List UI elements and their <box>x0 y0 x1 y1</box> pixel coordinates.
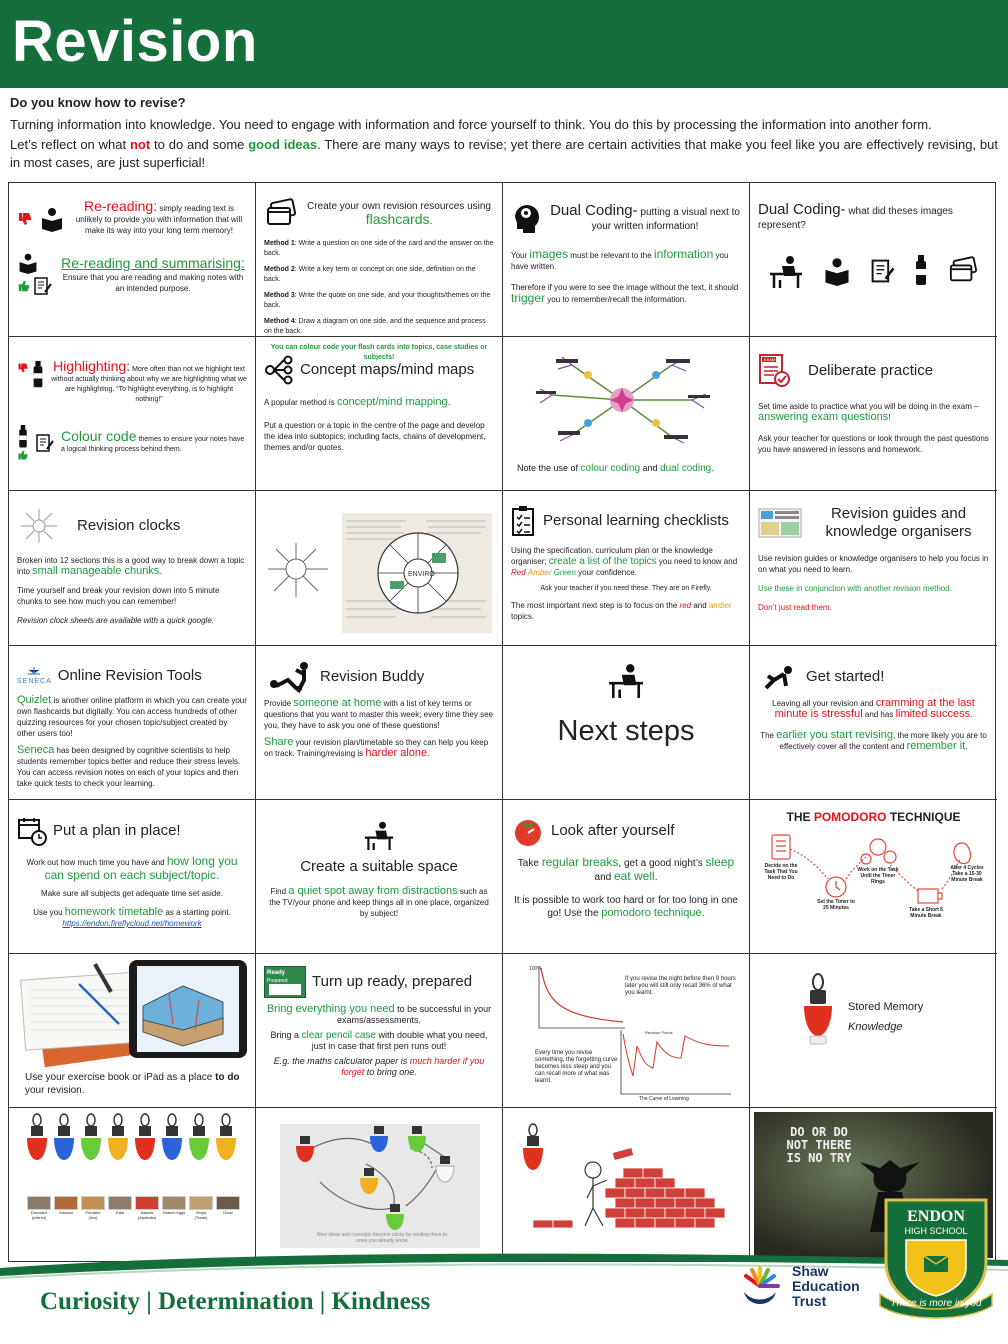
clocks-p2: Time yourself and break your revision down into 5 minute chunks to see how much you can remember! <box>17 586 220 607</box>
started-title: Get started! <box>806 667 885 685</box>
buddy-p2: Share your revision plan/timetable so they can help you keep on track. Training/revising is harder alone. <box>264 735 489 759</box>
mindmap-caption: Note the use of colour coding and dual coding. <box>517 463 714 475</box>
intro-question: Do you know how to revise? <box>10 95 186 110</box>
sun-clock-icon <box>17 507 61 545</box>
next-steps-title: Next steps <box>557 714 695 747</box>
cell-stored-memory <box>750 954 997 1108</box>
cell-concept-maps <box>256 337 503 491</box>
guides-p3: Don’t just read them. <box>758 603 832 613</box>
desk-study-icon <box>362 820 396 850</box>
mindmap-image <box>512 345 740 455</box>
started-p2: The earlier you start revising, the more likely you are to effectively cover all the content and remember it. <box>760 728 987 752</box>
svg-text:100%: 100% <box>529 965 542 972</box>
knowledge-organiser-icon <box>758 508 802 538</box>
cell-mindmap-example <box>503 337 750 491</box>
highlighter-icon <box>17 425 29 449</box>
summarising-text: Re-reading and summarising: Ensure that you are reading and making notes with an intended purpose. <box>61 254 245 293</box>
pomodoro-title: THE POMODORO TECHNIQUE <box>786 809 961 824</box>
flashcard-methods: Method 1: Write a question on one side of the card and the answer on the back. Method 2: Write a key term or concept on one side, definition on the back. Method 3: Write the quote on one side, and your thoughts/themes on the back. Method 4: Draw a diagram on one side, and the sequence and process on the back. You can colour code your flash cards into topics, case studies or subjects! <box>264 240 494 361</box>
checklists-p1: Using the specification, curriculum plan or the knowledge organiser; create a list of the topics you need to know and Red Amber Green your confidence. <box>511 546 738 578</box>
highlighting-text: Highlighting: More often than not we highlight text without actually thinking about why we are highlighting what we are highlighting. “To highlight everything, is to highlight nothing!” <box>51 358 247 404</box>
thumbs-up-icon <box>17 449 29 461</box>
space-title: Create a suitable space <box>300 857 458 875</box>
pomodoro-step-2: Set the Timer to 25 Minutes <box>817 898 855 911</box>
cell-plan <box>9 800 256 954</box>
notes-pen-icon <box>33 276 53 296</box>
bulb-card: Islands (Australia) <box>135 1196 159 1220</box>
deliberate-p2: Ask your teacher for questions or look through the past questions you have answered in lessons and homework. <box>758 434 989 455</box>
plan-p3: Use you homework timetable as a starting point. <box>33 905 231 918</box>
bulb-card: Ostrich eggs <box>162 1196 186 1220</box>
bulb-card: Volcano <box>54 1196 78 1220</box>
guides-p1: Use revision guides or knowledge organisers to help you focus in on what you need to learn. <box>758 554 989 575</box>
coloured-bulbs-image <box>13 1112 251 1182</box>
checklists-p2: Ask your teacher if you need these. They are on Firefly. <box>540 585 712 593</box>
deliberate-title: Deliberate practice <box>808 362 934 380</box>
bulb-card: Rats <box>108 1196 132 1220</box>
guides-title: Revision guides and knowledge organisers <box>825 505 972 541</box>
buddy-title: Revision Buddy <box>320 667 425 685</box>
rereading-text: Re-reading: simply reading text is unlikely to provide you with information that will make its way into your long term memory! <box>75 198 243 235</box>
revision-clock-image <box>256 491 502 644</box>
cell-revision-clocks <box>9 491 256 645</box>
cell-exercise-book <box>9 954 256 1108</box>
intro <box>10 94 998 172</box>
checklists-title: Personal learning checklists <box>543 512 729 530</box>
endon-subtitle: HIGH SCHOOL <box>904 1226 968 1236</box>
cell-get-started <box>750 646 997 800</box>
mind-map-icon <box>264 355 294 385</box>
clock-center-label: ENVIRO <box>408 571 435 579</box>
ready-p2: Bring a clear pencil case with double what you need, just in case that first pen runs out! <box>270 1029 488 1051</box>
plan-title: Put a plan in place! <box>53 821 181 839</box>
care-p1: Take regular breaks, get a good night’s sleep and eat well. <box>517 854 735 883</box>
knowledge-label: Knowledge <box>848 1020 903 1033</box>
cell-suitable-space <box>256 800 503 954</box>
shaw-trust-name: Shaw Education Trust <box>792 1263 860 1309</box>
curve-note-2: Every time you revise something, the forgetting curve becomes less steep and you can recall more of what was learnt. <box>535 1049 618 1084</box>
intro-line-2: Let’s reflect on what not to do and some good ideas. There are many ways to revise; yet there are certain activities that make you feel like you are effectively revising, but in most cases, are just superficial! <box>10 137 998 170</box>
cell-rereading <box>9 183 256 337</box>
intro-line-1: Turning information into knowledge. You need to engage with information and force yourself to think. You do this by processing the information into another form. <box>10 117 932 132</box>
reading-person-icon <box>17 252 39 274</box>
bulb-card: Dodo <box>216 1196 240 1220</box>
cell-clock-image <box>256 491 503 645</box>
ready-badge: Ready Prepared <box>264 966 306 998</box>
seneca-logo: SENECA <box>17 666 52 687</box>
desk-study-icon <box>606 662 646 698</box>
clocks-title: Revision clocks <box>77 517 181 535</box>
brain-gears-icon <box>511 199 543 235</box>
cell-network <box>256 1108 503 1262</box>
clocks-p1: Broken into 12 sections this is a good way to break down a topic into small manageable chunks. <box>17 556 245 578</box>
reading-person-icon <box>39 206 65 232</box>
workout-buddies-icon <box>264 660 314 694</box>
cell-look-after <box>503 800 750 954</box>
pomodoro-step-1: Decide on the Task That You Need to Do <box>764 862 798 881</box>
concept-p1: A popular method is concept/mind mapping. <box>264 396 451 409</box>
cell-forgetting-curve <box>503 954 750 1108</box>
thumbs-down-icon <box>17 361 29 375</box>
network-caption: New ideas and concepts become sticky by relating them to ones you already know <box>316 1232 448 1245</box>
dual-quiz-title: Dual Coding- what did theses images represent? <box>758 201 953 231</box>
space-p1: Find a quiet spot away from distractions such as the TV/your phone and keep things all in one place, organized by subject! <box>269 884 489 918</box>
cell-ready <box>256 954 503 1108</box>
stored-memory-label: Stored Memory <box>848 1000 924 1013</box>
notes-pen-icon <box>870 258 896 284</box>
calendar-clock-icon <box>17 816 47 846</box>
started-p1: Leaving all your revision and cramming at the last minute is stressful and has limited success. <box>772 696 975 720</box>
curve-note-1: If you revise the night before then 9 hours later you will still only recall 36% of what you learnt. <box>625 975 736 996</box>
yoda-quote: DO OR DO NOT THERE IS NO TRY <box>786 1125 852 1166</box>
highlighter-icon <box>913 255 929 287</box>
pomodoro-step-4: Take a Short 5 Minute Break <box>909 906 943 919</box>
exam-paper-icon <box>758 353 792 389</box>
plan-p1: Work out how much time you have and how long you can spend on each subject/topic. <box>26 853 238 882</box>
cell-building-wall <box>503 1108 750 1262</box>
online-title: Online Revision Tools <box>57 667 202 685</box>
plan-p2: Make sure all subjects get adequate time set aside. <box>41 888 223 898</box>
seneca-text: Seneca has been designed by cognitive scientists to help students remember topics better and reduce their stress levels. You can access revision notes on each of your topics and then take quick tests to check your learning. <box>17 743 241 788</box>
cell-revision-buddy <box>256 646 503 800</box>
deliberate-p1: Set time aside to practice what you will be doing in the exam – answering exam questions! <box>758 402 979 424</box>
dual-coding-title: Dual Coding- putting a visual next to your written information! <box>550 201 740 232</box>
lantern-bulb-icon <box>800 972 836 1062</box>
bulb-card: Predator (lion) <box>81 1196 105 1220</box>
dual-coding-p2: Therefore if you were to see the image without the text, it should trigger you to remember/recall the information. <box>511 283 739 305</box>
dual-coding-p1: Your images must be relevant to the information you have written. <box>511 247 729 271</box>
runner-start-icon <box>758 664 800 690</box>
ready-p1: Bring everything you need to be successful in your exams/assessments. <box>266 1002 492 1025</box>
desk-study-icon <box>768 254 804 288</box>
revision-grid <box>8 182 996 1262</box>
cell-revision-guides <box>750 491 997 645</box>
concept-title: Concept maps/mind maps <box>300 361 475 379</box>
exercise-book-caption: Use your exercise book or iPad as a place to do your revision. <box>25 1072 240 1097</box>
cell-deliberate-practice <box>750 337 997 491</box>
endon-crest <box>876 1198 996 1316</box>
curve-caption: The Curve of Learning <box>639 1095 689 1102</box>
cell-dual-coding <box>503 183 750 337</box>
quizlet-text: Quizlet is another online platform in which you can create your own flashcards but digitally. You can access hundreds of other quizzing resources for your chosen topic/subject created by other users too! <box>17 693 247 738</box>
page-header <box>0 0 1008 88</box>
flashcards-icon <box>264 199 298 229</box>
endon-name: ENDON <box>907 1208 965 1225</box>
checklist-icon <box>511 505 537 537</box>
endon-tagline: There is more in you <box>890 1298 982 1309</box>
cell-dual-coding-quiz <box>750 183 997 337</box>
tomato-timer-icon <box>511 814 545 848</box>
concept-p2: Put a question or a topic in the centre of the page and develop the idea into subtopics; including facts, chains of development, themes and/or quotes. <box>264 421 486 453</box>
bulb-building-wall-image <box>503 1108 749 1261</box>
ready-title: Turn up ready, prepared <box>312 972 473 990</box>
care-p2: It is possible to work too hard or for too long in one go! Use the pomodoro technique. <box>513 894 738 919</box>
pomodoro-step-3: Work on the Task Until the Timer Rings <box>857 866 899 885</box>
homework-link[interactable]: https://endon.fireflycloud.net/homework <box>62 918 202 928</box>
bulb-card: Ships (Trade) <box>189 1196 213 1220</box>
svg-text:Revision Points: Revision Points <box>645 1029 673 1035</box>
reading-person-icon <box>822 256 852 286</box>
buddy-p1: Provide someone at home with a list of key terms or questions that you want to master this week; every time they see you, they have to ask you one of these questions! <box>264 696 493 730</box>
bulb-card: Dinosaur (extinct) <box>27 1196 51 1220</box>
cell-highlighting <box>9 337 256 491</box>
pomodoro-steps <box>758 827 989 937</box>
bulb-cards <box>13 1196 251 1220</box>
colour-code-text: Colour code themes to ensure your notes have a logical thinking process behind them. <box>61 428 245 454</box>
notes-pen-icon <box>35 432 55 454</box>
cell-flashcards <box>256 183 503 361</box>
seneca-sun-icon <box>27 666 41 676</box>
cell-next-steps <box>503 646 750 800</box>
cell-checklists <box>503 491 750 645</box>
cell-online-tools <box>9 646 256 800</box>
highlighter-icon <box>31 361 45 389</box>
thumbs-up-icon <box>17 279 31 293</box>
care-title: Look after yourself <box>551 821 675 839</box>
exercise-book-ipad-image <box>9 954 255 1066</box>
cell-bulbs <box>9 1108 256 1262</box>
page-title: Revision <box>12 9 258 74</box>
thumbs-down-icon <box>17 211 33 227</box>
school-motto: Curiosity | Determination | Kindness <box>40 1288 431 1315</box>
svg-text:EXAM: EXAM <box>764 357 776 363</box>
clocks-p3: Revision clock sheets are available with a quick google. <box>17 616 214 626</box>
guides-p2: Use these in conjunction with another revision method. <box>758 584 952 594</box>
flashcards-intro: Create your own revision resources using flashcards. <box>307 201 491 227</box>
cell-pomodoro <box>750 800 997 954</box>
dual-quiz-icons <box>758 254 989 288</box>
checklists-p3: The most important next step is to focus on the red and amber topics. <box>511 601 732 622</box>
ready-p3: E.g. the maths calculator paper is much harder if you forget to bring one. <box>273 1055 485 1077</box>
pomodoro-step-5: After 4 Cycles Take a 15-30 Minute Break <box>950 864 984 883</box>
flashcards-icon <box>947 257 979 285</box>
